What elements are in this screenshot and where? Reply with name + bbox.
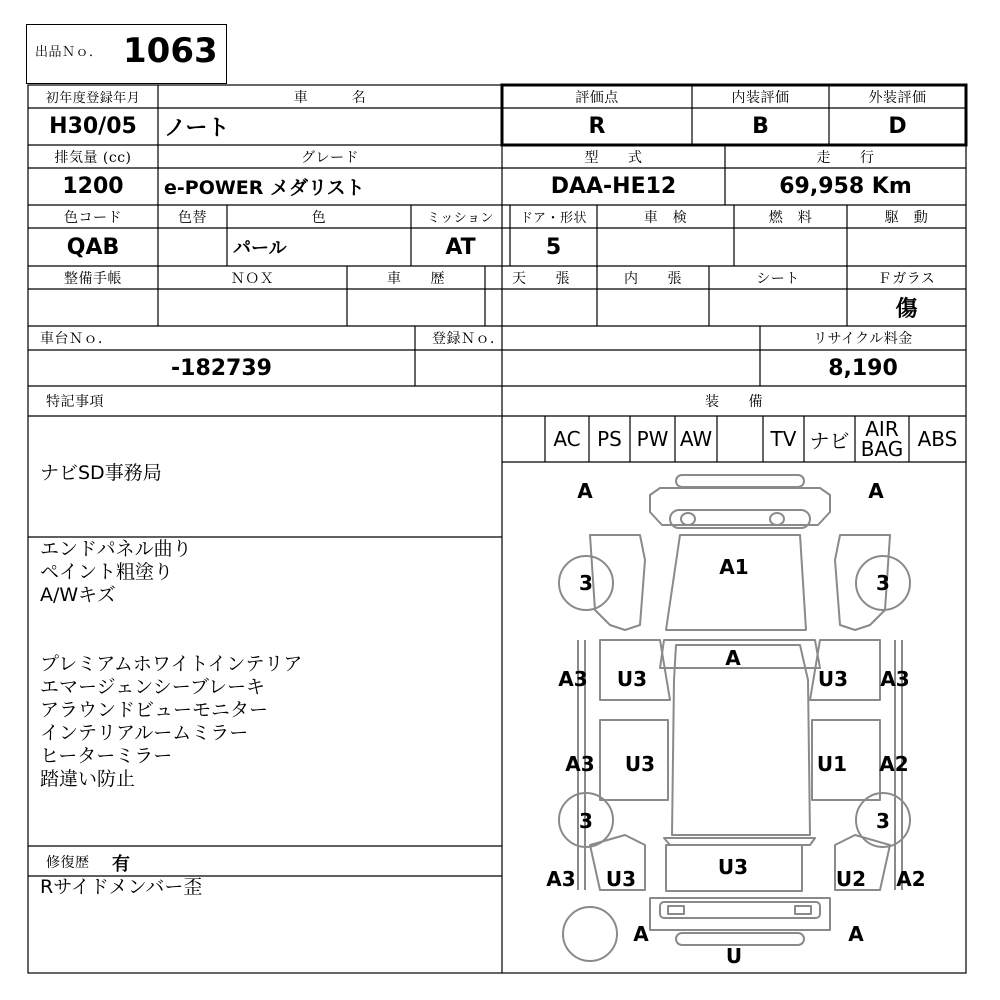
mileage-label: 走 行 (816, 149, 875, 166)
seat-label: シート (756, 270, 800, 287)
interior-score-label: 内装評価 (731, 89, 790, 106)
fglass-value: 傷 (895, 297, 918, 322)
car-name-value: ノート (164, 116, 230, 141)
first-reg-value: H30/05 (49, 114, 137, 139)
color-code-value: QAB (66, 234, 120, 260)
mark-front-left-corner: A (577, 479, 593, 503)
drive-value (847, 228, 966, 266)
model-value: DAA-HE12 (550, 174, 677, 199)
mission-label: ミッション (427, 211, 494, 226)
mark-right-rear-door-inner: U1 (816, 752, 848, 776)
mark-right-rear-door-outer: A2 (879, 752, 909, 776)
mark-front-left-tire: 3 (579, 571, 593, 595)
mark-front-right-tire: 3 (876, 571, 890, 595)
score-value: R (588, 114, 606, 139)
repaint-value (158, 228, 227, 266)
chassis-label: 車台Ｎｏ． (40, 331, 113, 347)
mark-trunk: U3 (717, 855, 749, 879)
lot-number: 1063 (123, 31, 218, 71)
seat-value (709, 289, 847, 326)
spare-tire (563, 907, 617, 961)
fuel-value (734, 228, 847, 266)
inspection-label: 車 検 (643, 209, 688, 226)
equip-navi: ナビ (809, 428, 850, 453)
model-label: 型 式 (584, 149, 643, 166)
mark-rear-bumper: U (725, 944, 743, 968)
door-label: ドア・形状 (519, 211, 588, 226)
special-notes-label: 特記事項 (46, 394, 104, 410)
mark-rear-left-tire: 3 (579, 809, 593, 833)
roof-lining-label: 天 張 (512, 270, 570, 287)
maintenance-label: 整備手帳 (64, 270, 122, 287)
car-name-label: 車 名 (293, 89, 367, 106)
hood-outline (666, 535, 806, 630)
equip-abs: ABS (917, 427, 958, 451)
mark-hood: A1 (719, 555, 749, 579)
exterior-score-label: 外装評価 (868, 89, 927, 106)
grade-label: グレード (301, 149, 359, 166)
history-value (347, 289, 485, 326)
recycle-value: 8,190 (828, 355, 898, 381)
interior-trim-label: 内 張 (624, 270, 682, 287)
mark-right-quarter-inner: U2 (835, 867, 867, 891)
equip-aw: AW (679, 427, 713, 451)
roof-outline (672, 645, 810, 835)
mark-front-right-corner: A (868, 479, 884, 503)
mark-left-rear-door-outer: A3 (565, 752, 595, 776)
nox-value (158, 289, 347, 326)
mark-left-front-door-inner: U3 (616, 667, 648, 691)
repaint-label: 色替 (178, 209, 207, 226)
mark-left-front-door-outer: A3 (558, 667, 588, 691)
displacement-label: 排気量 (cc) (54, 149, 132, 166)
grade-value: e-POWER メダリスト (164, 177, 365, 199)
maintenance-value (28, 289, 158, 326)
equipment-label: 装 備 (705, 394, 763, 410)
color-value: パール (233, 238, 287, 259)
reg-no-label: 登録Ｎｏ． (432, 331, 505, 347)
equip-tv: TV (770, 427, 797, 451)
equip-blank-2 (717, 416, 763, 462)
equip-airbag: AIR BAG (860, 417, 904, 461)
color-label: 色 (311, 209, 327, 226)
equip-pw: PW (636, 427, 669, 451)
fuel-label: 燃 料 (768, 209, 813, 226)
mark-right-quarter-outer: A2 (896, 867, 926, 891)
mark-left-quarter-inner: U3 (605, 867, 637, 891)
special-note-1: ナビSD事務局 (40, 462, 162, 484)
front-bumper (650, 488, 830, 525)
recycle-label: リサイクル料金 (813, 331, 913, 347)
lot-label: 出品Ｎｏ． (35, 45, 103, 60)
repair-label: 修復歴 (46, 855, 90, 871)
mission-value: AT (445, 234, 476, 260)
equip-ps: PS (597, 427, 622, 451)
rear-right-lamp (795, 906, 811, 914)
car-diagram (502, 462, 966, 973)
mark-roof: A (725, 646, 741, 670)
rear-left-lamp (668, 906, 684, 914)
nox-label: ＮＯＸ (230, 270, 275, 287)
reg-no-value (415, 350, 760, 386)
interior-score-value: B (752, 114, 769, 139)
front-left-lamp (681, 513, 695, 525)
mark-left-quarter-outer: A3 (546, 867, 576, 891)
chassis-value: -182739 (171, 355, 272, 381)
displacement-value: 1200 (62, 174, 124, 199)
fglass-label: Ｆガラス (877, 270, 936, 287)
interior-trim-value (597, 289, 709, 326)
roof-lining-value (485, 289, 597, 326)
color-code-label: 色コード (64, 209, 122, 226)
mark-rear-right-corner: A (848, 922, 864, 946)
mark-right-front-door-inner: U3 (817, 667, 849, 691)
front-right-lamp (770, 513, 784, 525)
mileage-value: 69,958 Km (779, 174, 912, 199)
drive-label: 駆 動 (884, 209, 929, 226)
repair-value: 有 (112, 854, 130, 875)
history-label: 車 歴 (387, 270, 445, 287)
left-front-fender (590, 535, 645, 630)
mark-rear-left-corner: A (633, 922, 649, 946)
score-label: 評価点 (575, 89, 619, 106)
front-bumper-top (676, 475, 804, 487)
first-reg-label: 初年度登録年月 (45, 91, 141, 106)
equip-blank-1 (502, 416, 545, 462)
special-note-2: エンドパネル曲り ペイント粗塗り A/Wキズ プレミアムホワイトインテリア エマージェンシーブレーキ アラウンドビューモニター インテリアルームミラー ヒーターミラー 踏違い防止 (40, 538, 303, 790)
mark-left-rear-door-inner: U3 (624, 752, 656, 776)
rear-window (664, 838, 815, 845)
mark-right-front-door-outer: A3 (880, 667, 910, 691)
door-value: 5 (545, 234, 562, 260)
equip-ac: AC (553, 427, 581, 451)
exterior-score-value: D (888, 114, 907, 139)
mark-rear-right-tire: 3 (876, 809, 890, 833)
repair-detail: Rサイドメンバー歪 (40, 876, 203, 898)
inspection-value (597, 228, 734, 266)
